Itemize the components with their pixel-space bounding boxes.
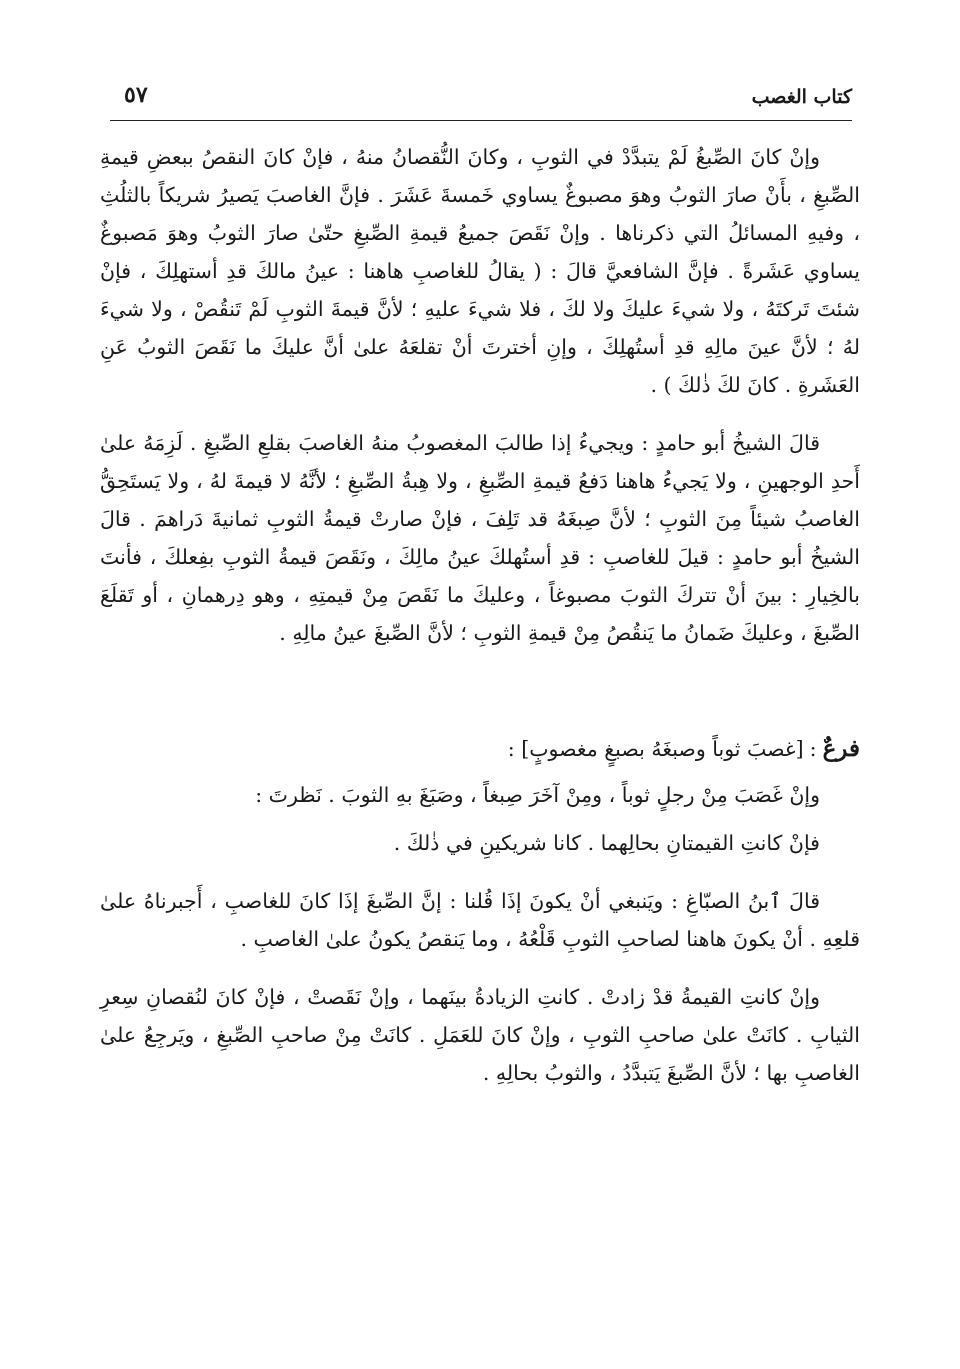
branch-heading [100,730,860,768]
paragraph: وإنْ كانَ الصِّبغُ لَمْ يتبدَّدْ في الثوبِ ، وكانَ النُّقصانُ منهُ ، فإنْ كانَ النقصُ ببعضِ قيمةِ الصِّبغِ ، بأَنْ صارَ الثوبُ وهوَ مصبوغٌ يساوي خَمسةَ عَشَرَ . فإنَّ الغاصبَ يَصيرُ شريكاً بالثلُثِ ، وفيهِ المسائلُ التي ذكرناها . وإنْ نَقَصَ جميعُ قيمةِ الصِّبغِ حتّىٰ صارَ الثوبُ وهوَ مَصبوغٌ يساوي عَشَرةً . فإنَّ الشافعيَّ قالَ : ( يقالُ للغاصبِ هاهنا : عينُ مالكَ قدِ أستهلِكَ ، فإنْ شئتَ تَركتَهُ ، ولا شيءَ عليكَ ولا لكَ ، فلا شيءَ عليهِ ؛ لأنَّ قيمةَ الثوبِ لَمْ تَنقُصْ ، ولا شيءَ لهُ ؛ لأنَّ عينَ مالِهِ قدِ أستُهلِكَ ، وإنِ أخترتَ أنْ تقلعَهُ علىٰ أنَّ عليكَ ما نَقَصَ الثوبُ عَنِ العَشَرةِ . كانَ لكَ ذٰلكَ ) . [100,145,860,397]
page-body [100,138,860,1112]
paragraph: قالَ الشيخُ أبو حامدٍ : ويجيءُ إذا طالبَ المغصوبُ منهُ الغاصبَ بقلعِ الصِّبغِ . لَزِمَهُ علىٰ أَحدِ الوجهينِ ، ولا يَجيءُ هاهنا دَفعُ قيمةِ الصِّبغِ ، ولا هِبةُ الصِّبغِ ؛ لأنَّهُ لا قيمةَ لهُ ، ولا يَستَحِقُّ الغاصبُ شيئاً مِنَ الثوبِ ؛ لأنَّ صِبغَهُ قد تَلِفَ ، فإنْ صارتْ قيمةُ الثوبِ ثمانيةَ دَراهمَ . قالَ الشيخُ أبو حامدٍ : قيلَ للغاصبِ : قدِ أستُهلكَ عينُ مالِكَ ، ونَقَصَ قيمةُ الثوبِ بفِعلكَ ، فأنتَ بالخِيارِ : بينَ أنْ تتركَ الثوبَ مصبوغاً ، وعليكَ ما نَقَصَ مِنْ قيمتِهِ ، وهو دِرهمانِ ، أو تَقلَعَ الصِّبغَ ، وعليكَ ضَمانُ ما يَنقُصُ مِنْ قيمةِ الثوبِ ؛ لأنَّ الصِّبغَ عينُ مالِهِ . [100,431,860,645]
branch-keyword: فرعٌ [822,735,860,762]
paragraph: وإنْ غَصَبَ مِنْ رجلٍ ثوباً ، ومِنْ آخَرَ صِبغاً ، وصَبَغَ بهِ الثوبَ . نَظرتَ : [255,783,820,807]
paragraph: قالَ ٱبنُ الصبّاغِ : ويَنبغي أنْ يكونَ إذَا قُلنا : إنَّ الصِّبغَ إذَا كانَ للغاصبِ ، أَجبرناهُ علىٰ قلعِهِ . أنْ يكونَ هاهنا لصاحبِ الثوبِ قَلْعُهُ ، وما يَنقصُ يكونُ علىٰ الغاصبِ . [100,889,860,951]
section-gap [100,672,860,730]
page-number: ٥٧ [124,82,148,108]
paragraph: فإنْ كانتِ القيمتانِ بحالِهما . كانا شريكينِ في ذٰلكَ . [393,831,820,855]
branch-title: [غصبَ ثوباً وصبغَهُ بصبغٍ مغصوبٍ] : [507,737,804,761]
branch-colon: : [809,737,817,761]
paragraph: وإنْ كانتِ القيمةُ قدْ زادتْ . كانتِ الزيادةُ بينَهما ، وإنْ نَقَصتْ ، فإنْ كانَ لنُقصانِ سِعرِ الثيابِ . كانَتْ علىٰ صاحبِ الثوبِ ، وإنْ كانَ للعَمَلِ . كانَتْ مِنْ صاحبِ الصِّبغِ ، ويَرجِعُ علىٰ الغاصبِ بها ؛ لأنَّ الصِّبغَ يَتبدَّدُ ، والثوبُ بحالِهِ . [100,985,860,1085]
running-header [110,80,852,121]
chapter-title: كتاب الغصب [751,86,852,108]
